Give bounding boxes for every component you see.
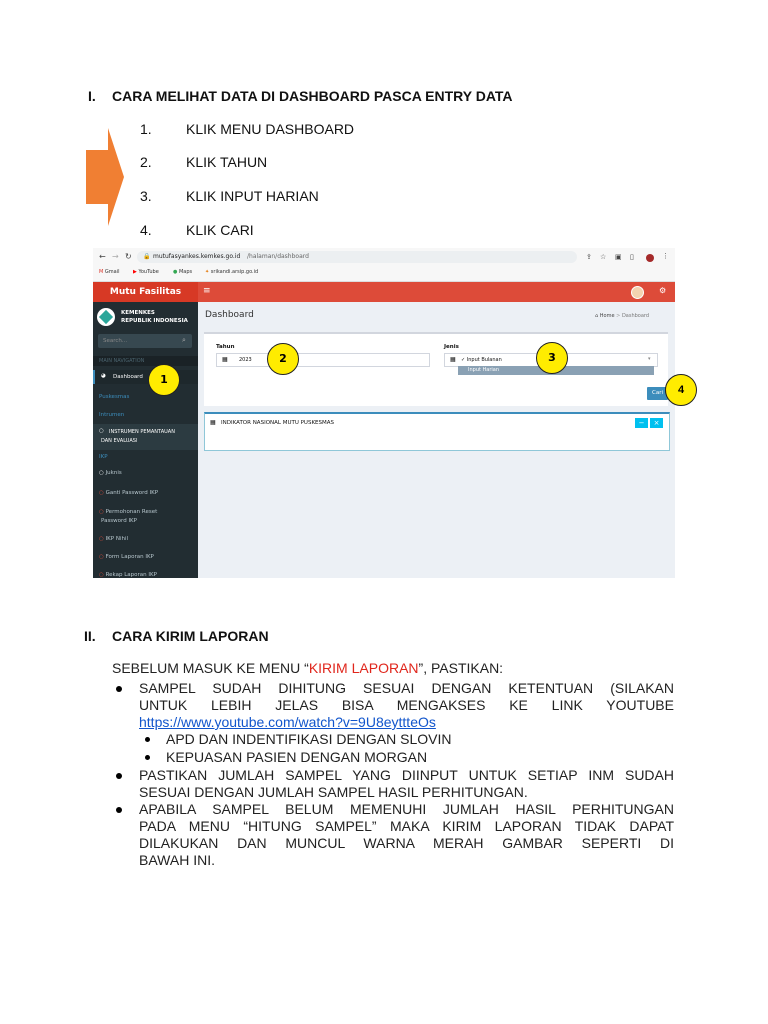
bookmark-youtube[interactable]: ▶ YouTube bbox=[133, 269, 159, 275]
url-path: /halaman/dashboard bbox=[247, 253, 309, 260]
circle-icon: ○ bbox=[99, 428, 104, 434]
collapse-button[interactable]: − bbox=[635, 418, 648, 428]
kirim-laporan-highlight: KIRIM LAPORAN bbox=[308, 660, 419, 676]
sidebar-header-puskesmas: Puskesmas bbox=[99, 394, 130, 400]
breadcrumb: ⌂ Home > Dashboard bbox=[595, 313, 650, 319]
section-1-title: CARA MELIHAT DATA DI DASHBOARD PASCA ENTRY DATA bbox=[112, 88, 513, 104]
sidebar-header-intrumen: Intrumen bbox=[99, 412, 125, 418]
jenis-selected: ✓ Input Bulanan bbox=[461, 357, 502, 363]
dashboard-icon: ◕ bbox=[101, 373, 106, 379]
callout-1: 1 bbox=[148, 364, 180, 396]
sidebar-item-juknis[interactable]: ○ Juknis bbox=[99, 470, 122, 476]
org-name-line1: KEMENKES bbox=[121, 310, 155, 316]
jenis-label: Jenis bbox=[444, 344, 459, 350]
bullet-3-line1: APABILA SAMPEL BELUM MEMENUHI JUMLAH HASIL PERHITUNGAN bbox=[139, 801, 674, 817]
chevron-down-icon: ▾ bbox=[648, 356, 651, 362]
tahun-value: 2023 bbox=[239, 357, 252, 363]
youtube-icon: ▶ bbox=[133, 269, 137, 275]
sidebar-item-dashboard[interactable]: ◕ Dashboard bbox=[93, 370, 200, 384]
sidebar-item-ikp-nihil[interactable]: ○ IKP Nihil bbox=[99, 536, 129, 542]
bullet-icon bbox=[116, 807, 122, 813]
sub-bullet-1: APD DAN INDENTIFIKASI DENGAN SLOVIN bbox=[166, 731, 452, 747]
bullet-2-line1: PASTIKAN JUMLAH SAMPEL YANG DIINPUT UNTUK SETIAP INM SUDAH bbox=[139, 767, 674, 783]
step-text: KLIK TAHUN bbox=[186, 154, 268, 170]
sidebar bbox=[93, 302, 198, 578]
tahun-label: Tahun bbox=[216, 344, 235, 350]
org-name-line2: REPUBLIK INDONESIA bbox=[121, 318, 188, 324]
address-bar[interactable] bbox=[137, 251, 577, 263]
puzzle-icon[interactable]: ▣ bbox=[615, 253, 622, 261]
close-button[interactable]: × bbox=[650, 418, 663, 428]
youtube-link[interactable]: https://www.youtube.com/watch?v=9U8eyttteOs bbox=[139, 714, 436, 730]
bullet-icon bbox=[116, 686, 122, 692]
search-placeholder: Search... bbox=[103, 338, 128, 344]
callout-4-overlay: 4 bbox=[665, 374, 697, 406]
home-icon: ⌂ bbox=[595, 313, 599, 319]
calendar-icon: ▦ bbox=[222, 356, 228, 363]
bullet-1-line2: UNTUK LEBIH JELAS BISA MENGAKSES KE LINK YOUTUBE bbox=[139, 697, 674, 713]
kemenkes-logo bbox=[97, 308, 115, 326]
url-host: mutufasyankes.kemkes.go.id bbox=[153, 253, 241, 260]
star-icon[interactable]: ☆ bbox=[600, 253, 607, 261]
circle-icon: ○ bbox=[99, 554, 104, 560]
browser-chrome bbox=[93, 248, 675, 282]
share-icon[interactable]: ⇪ bbox=[586, 253, 592, 261]
sub-bullet-2: KEPUASAN PASIEN DENGAN MORGAN bbox=[166, 749, 428, 765]
sidebar-item-reset-password-line2: Password IKP bbox=[101, 518, 137, 524]
indikator-panel bbox=[204, 412, 670, 451]
bullet-3-line4: BAWAH INI. bbox=[139, 852, 215, 868]
bullet-3-line3: DILAKUKAN DAN MUNCUL WARNA MERAH GAMBAR SEPERTI DI bbox=[139, 835, 674, 851]
calendar-icon: ▦ bbox=[450, 356, 456, 363]
nav-header: MAIN NAVIGATION bbox=[99, 358, 145, 364]
orange-arrow-icon bbox=[86, 128, 124, 226]
bullet-3-line2: PADA MENU “HITUNG SAMPEL” MAKA KIRIM LAPORAN TIDAK DAPAT bbox=[139, 818, 674, 834]
maps-icon: ● bbox=[173, 269, 178, 275]
section-2-title: CARA KIRIM LAPORAN bbox=[112, 628, 269, 644]
step-text: KLIK MENU DASHBOARD bbox=[186, 121, 355, 137]
circle-icon: ○ bbox=[99, 470, 104, 476]
bookmark-gmail[interactable]: M Gmail bbox=[99, 269, 120, 275]
sidebar-item-ganti-password[interactable]: ○ Ganti Password IKP bbox=[99, 490, 159, 496]
sidebar-search-input[interactable] bbox=[98, 334, 192, 348]
settings-icon[interactable]: ⚙ bbox=[659, 286, 667, 295]
dashboard-screenshot bbox=[93, 248, 675, 578]
sidepanel-icon[interactable]: ▯ bbox=[630, 253, 634, 261]
cari-button[interactable]: Cari bbox=[647, 387, 668, 400]
step-text: KLIK CARI bbox=[186, 222, 254, 238]
circle-icon: ○ bbox=[99, 490, 104, 496]
user-avatar[interactable] bbox=[631, 286, 644, 299]
forward-icon[interactable]: → bbox=[112, 252, 119, 261]
sidebar-item-instrumen[interactable]: ○ INSTRUMEN PEMANTAUAN DAN EVALUASI bbox=[93, 424, 198, 450]
step-number: 3. bbox=[140, 188, 152, 204]
callout-3: 3 bbox=[536, 342, 568, 374]
bullet-1-line1: SAMPEL SUDAH DIHITUNG SESUAI DENGAN KETENTUAN (SILAKAN bbox=[139, 680, 674, 696]
sidebar-item-form-laporan[interactable]: ○ Form Laporan IKP bbox=[99, 554, 154, 560]
grid-icon: ▦ bbox=[210, 419, 216, 426]
back-icon[interactable]: ← bbox=[99, 252, 106, 261]
panel-title: INDIKATOR NASIONAL MUTU PUSKESMAS bbox=[221, 420, 335, 426]
intro-text: SEBELUM MASUK KE MENU “KIRIM LAPORAN”, PASTIKAN: bbox=[112, 660, 504, 676]
bookmark-srikandi[interactable]: ✦ srikandi.arsip.go.id bbox=[205, 269, 259, 275]
more-icon[interactable]: ⋮ bbox=[662, 252, 669, 260]
reload-icon[interactable]: ↻ bbox=[125, 252, 132, 261]
sidebar-item-rekap-laporan[interactable]: ○ Rekap Laporan IKP bbox=[99, 572, 157, 578]
profile-avatar[interactable] bbox=[646, 254, 654, 262]
bullet-2-line2: SESUAI DENGAN JUMLAH SAMPEL HASIL PERHITUNGAN. bbox=[139, 784, 528, 800]
circle-icon: ○ bbox=[99, 509, 104, 515]
app-logo-text[interactable]: Mutu Fasilitas bbox=[93, 282, 198, 302]
sidebar-header-ikp: IKP bbox=[99, 454, 108, 460]
main-content bbox=[198, 302, 675, 578]
srikandi-icon: ✦ bbox=[205, 269, 210, 275]
step-text: KLIK INPUT HARIAN bbox=[186, 188, 319, 204]
page-title: Dashboard bbox=[205, 310, 254, 320]
circle-icon: ○ bbox=[99, 572, 104, 578]
menu-toggle-icon[interactable]: ≡ bbox=[203, 286, 211, 296]
search-icon[interactable]: ⌕ bbox=[182, 336, 186, 344]
jenis-option-input-harian[interactable]: Input Harian bbox=[458, 366, 654, 375]
bullet-icon bbox=[145, 737, 150, 742]
gmail-icon: M bbox=[99, 269, 104, 275]
step-number: 4. bbox=[140, 222, 152, 238]
bullet-icon bbox=[116, 773, 122, 779]
step-number: 1. bbox=[140, 121, 152, 137]
circle-icon: ○ bbox=[99, 536, 104, 542]
section-1-number: I. bbox=[88, 88, 96, 104]
bullet-icon bbox=[145, 755, 150, 760]
tahun-input[interactable] bbox=[216, 353, 430, 367]
sidebar-item-reset-password[interactable]: ○ Permohonan Reset bbox=[99, 509, 158, 515]
step-number: 2. bbox=[140, 154, 152, 170]
callout-2: 2 bbox=[267, 343, 299, 375]
lock-icon: 🔒 bbox=[143, 253, 151, 260]
bookmark-maps[interactable]: ● Maps bbox=[173, 269, 193, 275]
section-2-number: II. bbox=[84, 628, 96, 644]
